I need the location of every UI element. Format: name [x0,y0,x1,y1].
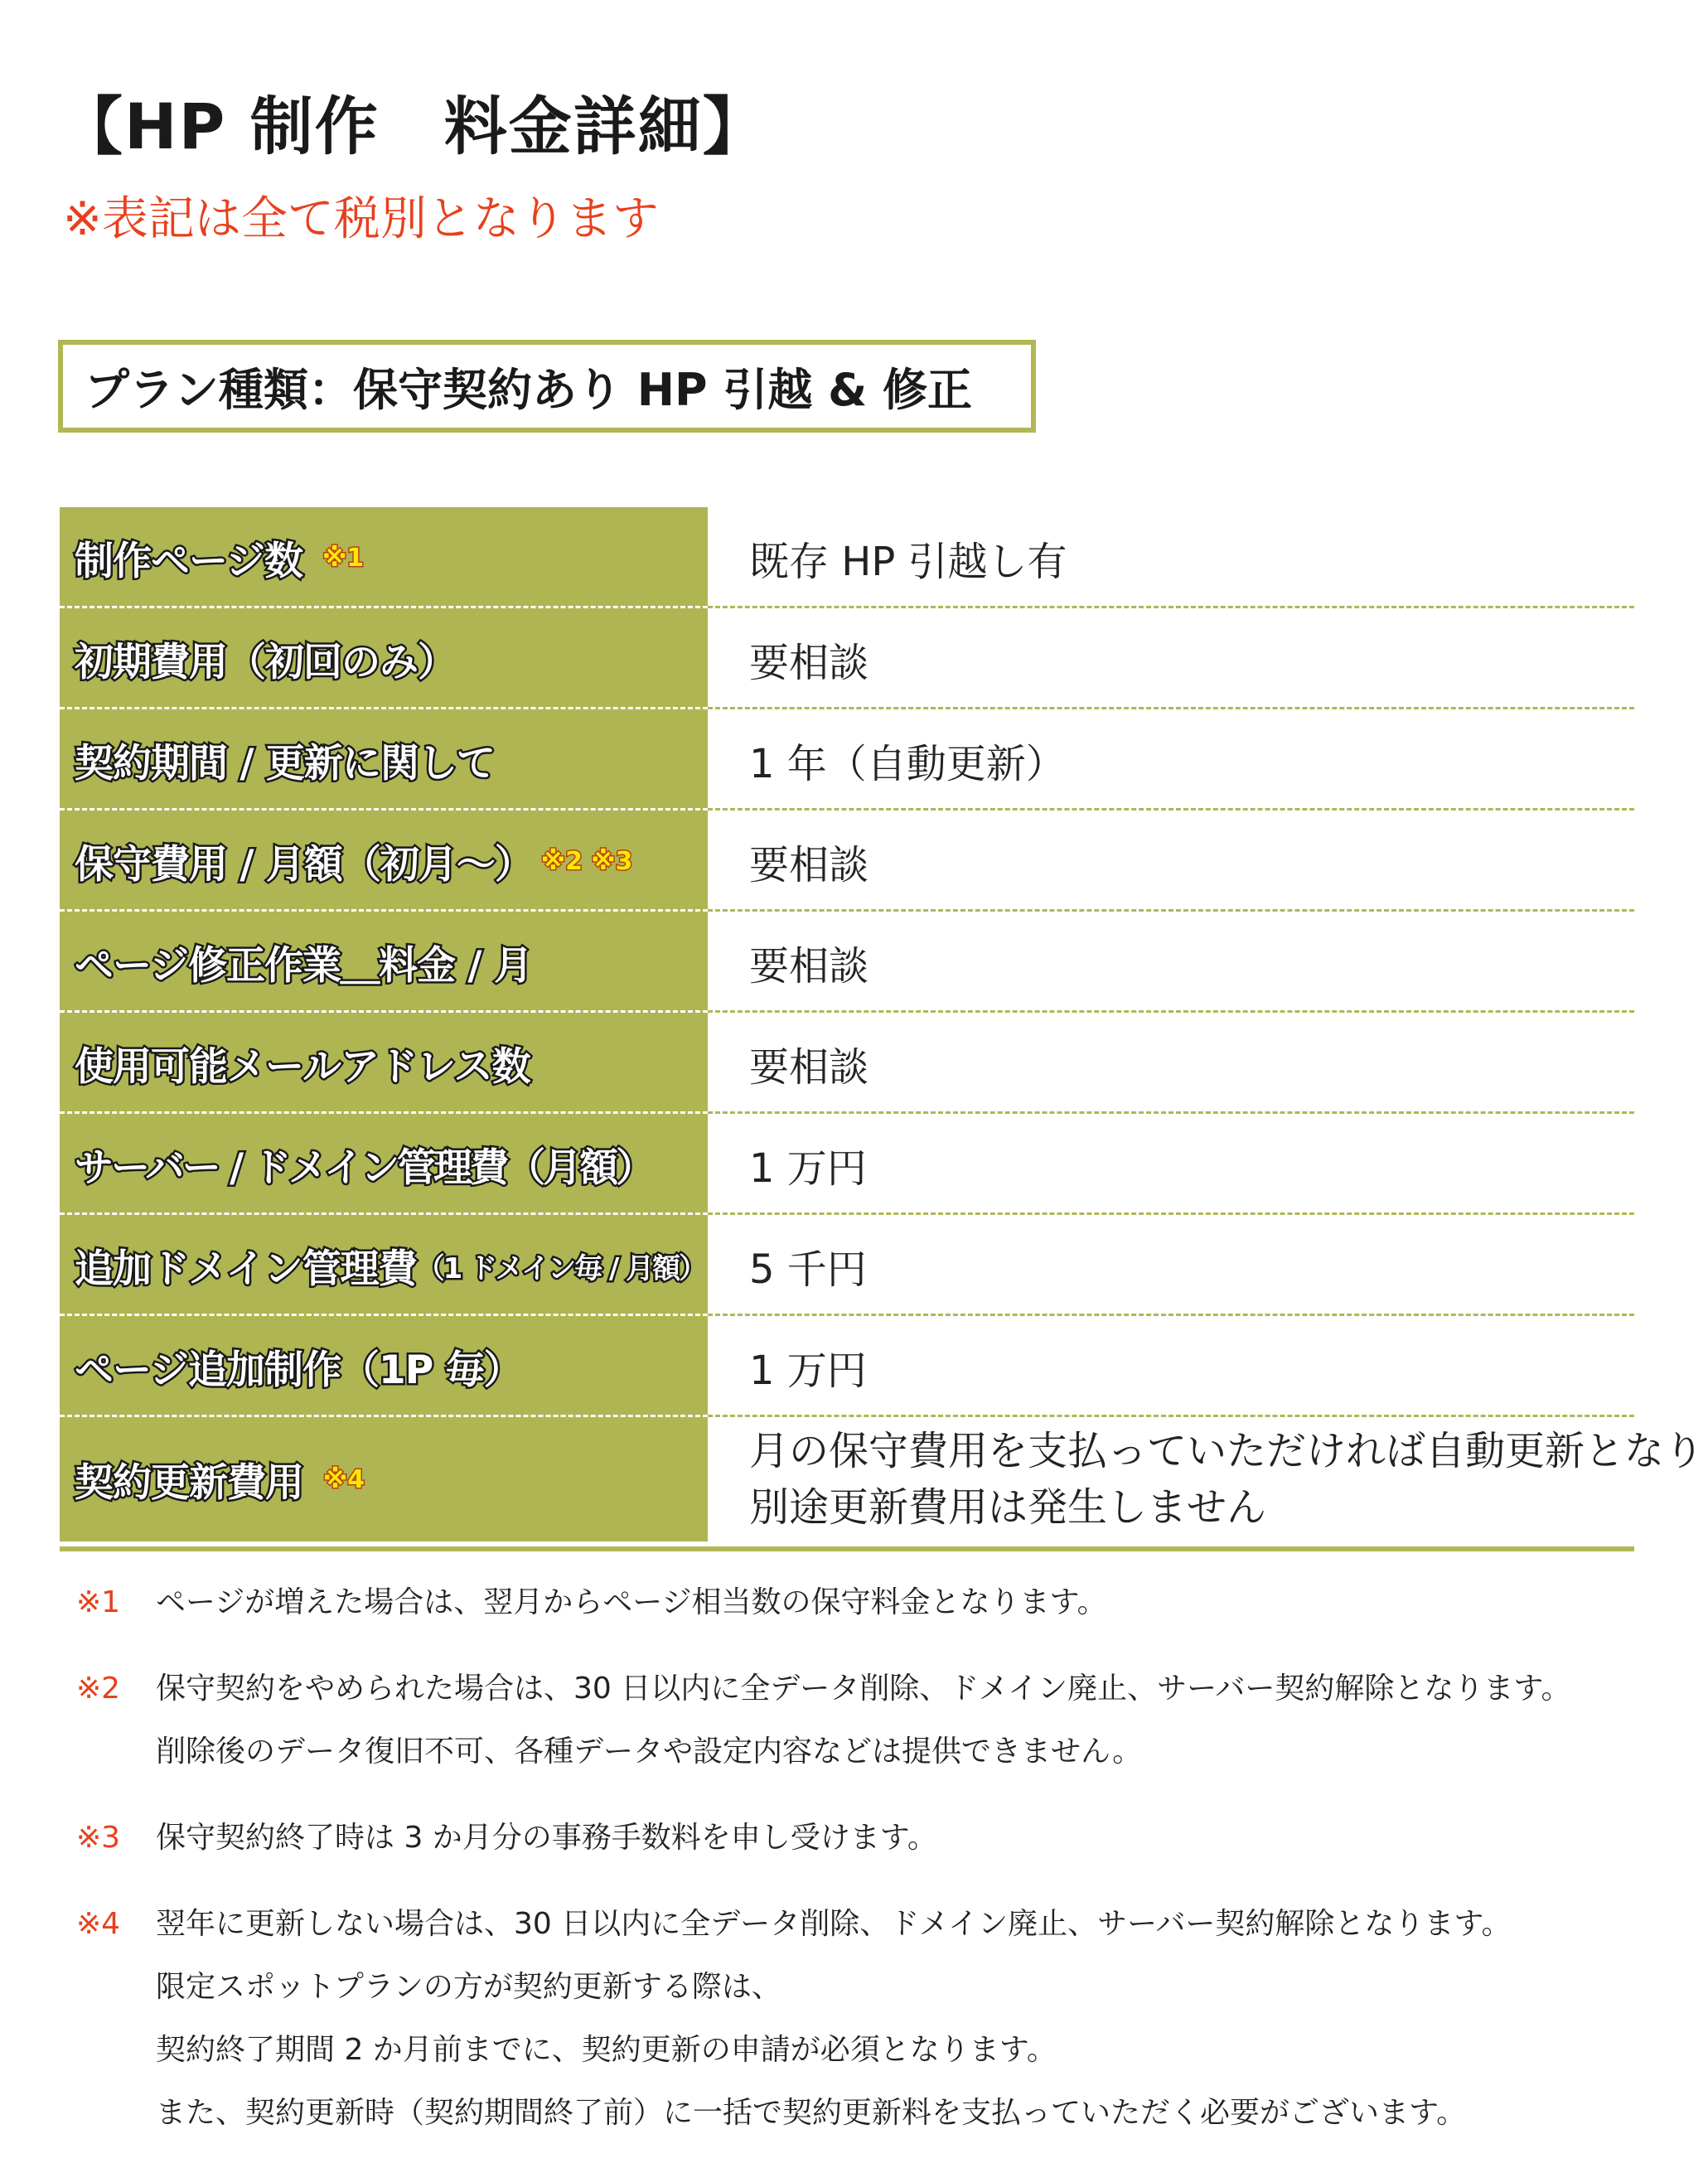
row-label [60,811,708,912]
note-marker: ※4 [323,1464,365,1494]
row-value: 要相談 [749,639,869,686]
table-row [60,1417,1705,1541]
table-row [60,811,1634,912]
row-value: 既存 HP 引越し有 [749,538,1067,585]
footnote [76,1807,1651,1870]
row-value: 1 年（自動更新） [749,740,1066,787]
table-row [60,507,1634,608]
footnote-text [156,1571,1107,1634]
row-label-subtext: （1 ドメイン毎 / 月額） [416,1251,706,1285]
row-label-text: 使用可能メールアドレス数 [75,1043,530,1090]
footnote-line: 限定スポットプランの方が契約更新する際は、 [156,1970,781,2004]
footnote-line: 削除後のデータ復旧不可、各種データや設定内容などは提供できません。 [156,1735,1143,1769]
row-value: 1 万円 [749,1347,867,1394]
plan-type-box [58,340,1036,433]
footnote-text [156,1657,1571,1783]
footnote-line: ページが増えた場合は、翌月からページ相当数の保守料金となります。 [156,1585,1107,1619]
tax-note: ※表記は全て税別となります [63,192,659,246]
row-label-text: 制作ページ数 [75,538,303,584]
footnote-line: また、契約更新時（契約期間終了前）に一括で契約更新料を支払っていただく必要がございます。 [156,2096,1467,2130]
footnote-mark: ※1 [76,1585,121,1619]
footnotes [76,1571,1651,2168]
footnote-text [156,1807,937,1870]
footnote [76,1893,1651,2145]
row-value-line: 別途更新費用は発生しません [749,1484,1267,1531]
table-row [60,1316,1634,1417]
row-label-text: 契約更新費用 [75,1459,303,1506]
footnote [76,1657,1651,1783]
row-label [60,1215,708,1316]
footnote-line: 保守契約終了時は 3 か月分の事務手数料を申し受けます。 [156,1821,937,1855]
row-value: 5 千円 [749,1246,867,1293]
table-row [60,1013,1634,1114]
footnote-mark: ※2 [76,1672,121,1706]
pricing-table [60,507,1705,1541]
row-label-text: ページ追加制作（1P 毎） [75,1347,522,1393]
row-value [708,1417,1704,1541]
row-value: 1 万円 [749,1144,867,1192]
row-label-text: 初期費用（初回のみ） [75,639,456,685]
row-label-text: 追加ドメイン管理費 [75,1246,417,1292]
row-value: 要相談 [749,942,869,990]
row-label [60,1013,708,1114]
table-row [60,1114,1634,1215]
note-marker: ※2 ※3 [540,846,633,876]
table-bottom-border [60,1546,1634,1551]
row-value: 要相談 [749,1043,869,1091]
row-label [60,1417,708,1541]
note-marker: ※1 [322,543,365,573]
row-label [60,1316,708,1417]
row-label-text: 保守費用 / 月額（初月〜） [75,841,533,888]
footnote-line: 契約終了期間 2 か月前までに、契約更新の申請が必須となります。 [156,2033,1057,2067]
footnote-line: 翌年に更新しない場合は、30 日以内に全データ削除、ドメイン廃止、サーバー契約解除となります。 [156,1907,1512,1941]
footnote-text [156,1893,1512,2145]
table-row [60,608,1634,709]
plan-type-label: プラン種類：保守契約あり HP 引越 & 修正 [85,363,973,416]
row-label [60,1114,708,1215]
row-label [60,709,708,811]
row-value: 要相談 [749,841,869,888]
footnote-mark: ※3 [76,1821,121,1855]
table-row [60,709,1634,811]
table-row [60,912,1634,1013]
row-label [60,912,708,1013]
row-label-text: 契約期間 / 更新に関して [75,740,495,786]
row-value-line: 月の保守費用を支払っていただければ自動更新となり [749,1428,1705,1474]
row-label [60,608,708,709]
footnote-line: 保守契約をやめられた場合は、30 日以内に全データ削除、ドメイン廃止、サーバー契約解除となります。 [156,1672,1571,1706]
footnote-mark: ※4 [76,1907,121,1941]
footnote [76,1571,1651,1634]
row-label-text: サーバー / ドメイン管理費（月額） [75,1144,653,1191]
page-title: 【HP 制作 料金詳細】 [60,90,767,163]
row-label-text: ページ修正作業＿料金 / 月 [75,942,532,989]
row-label [60,507,708,608]
table-row [60,1215,1634,1316]
